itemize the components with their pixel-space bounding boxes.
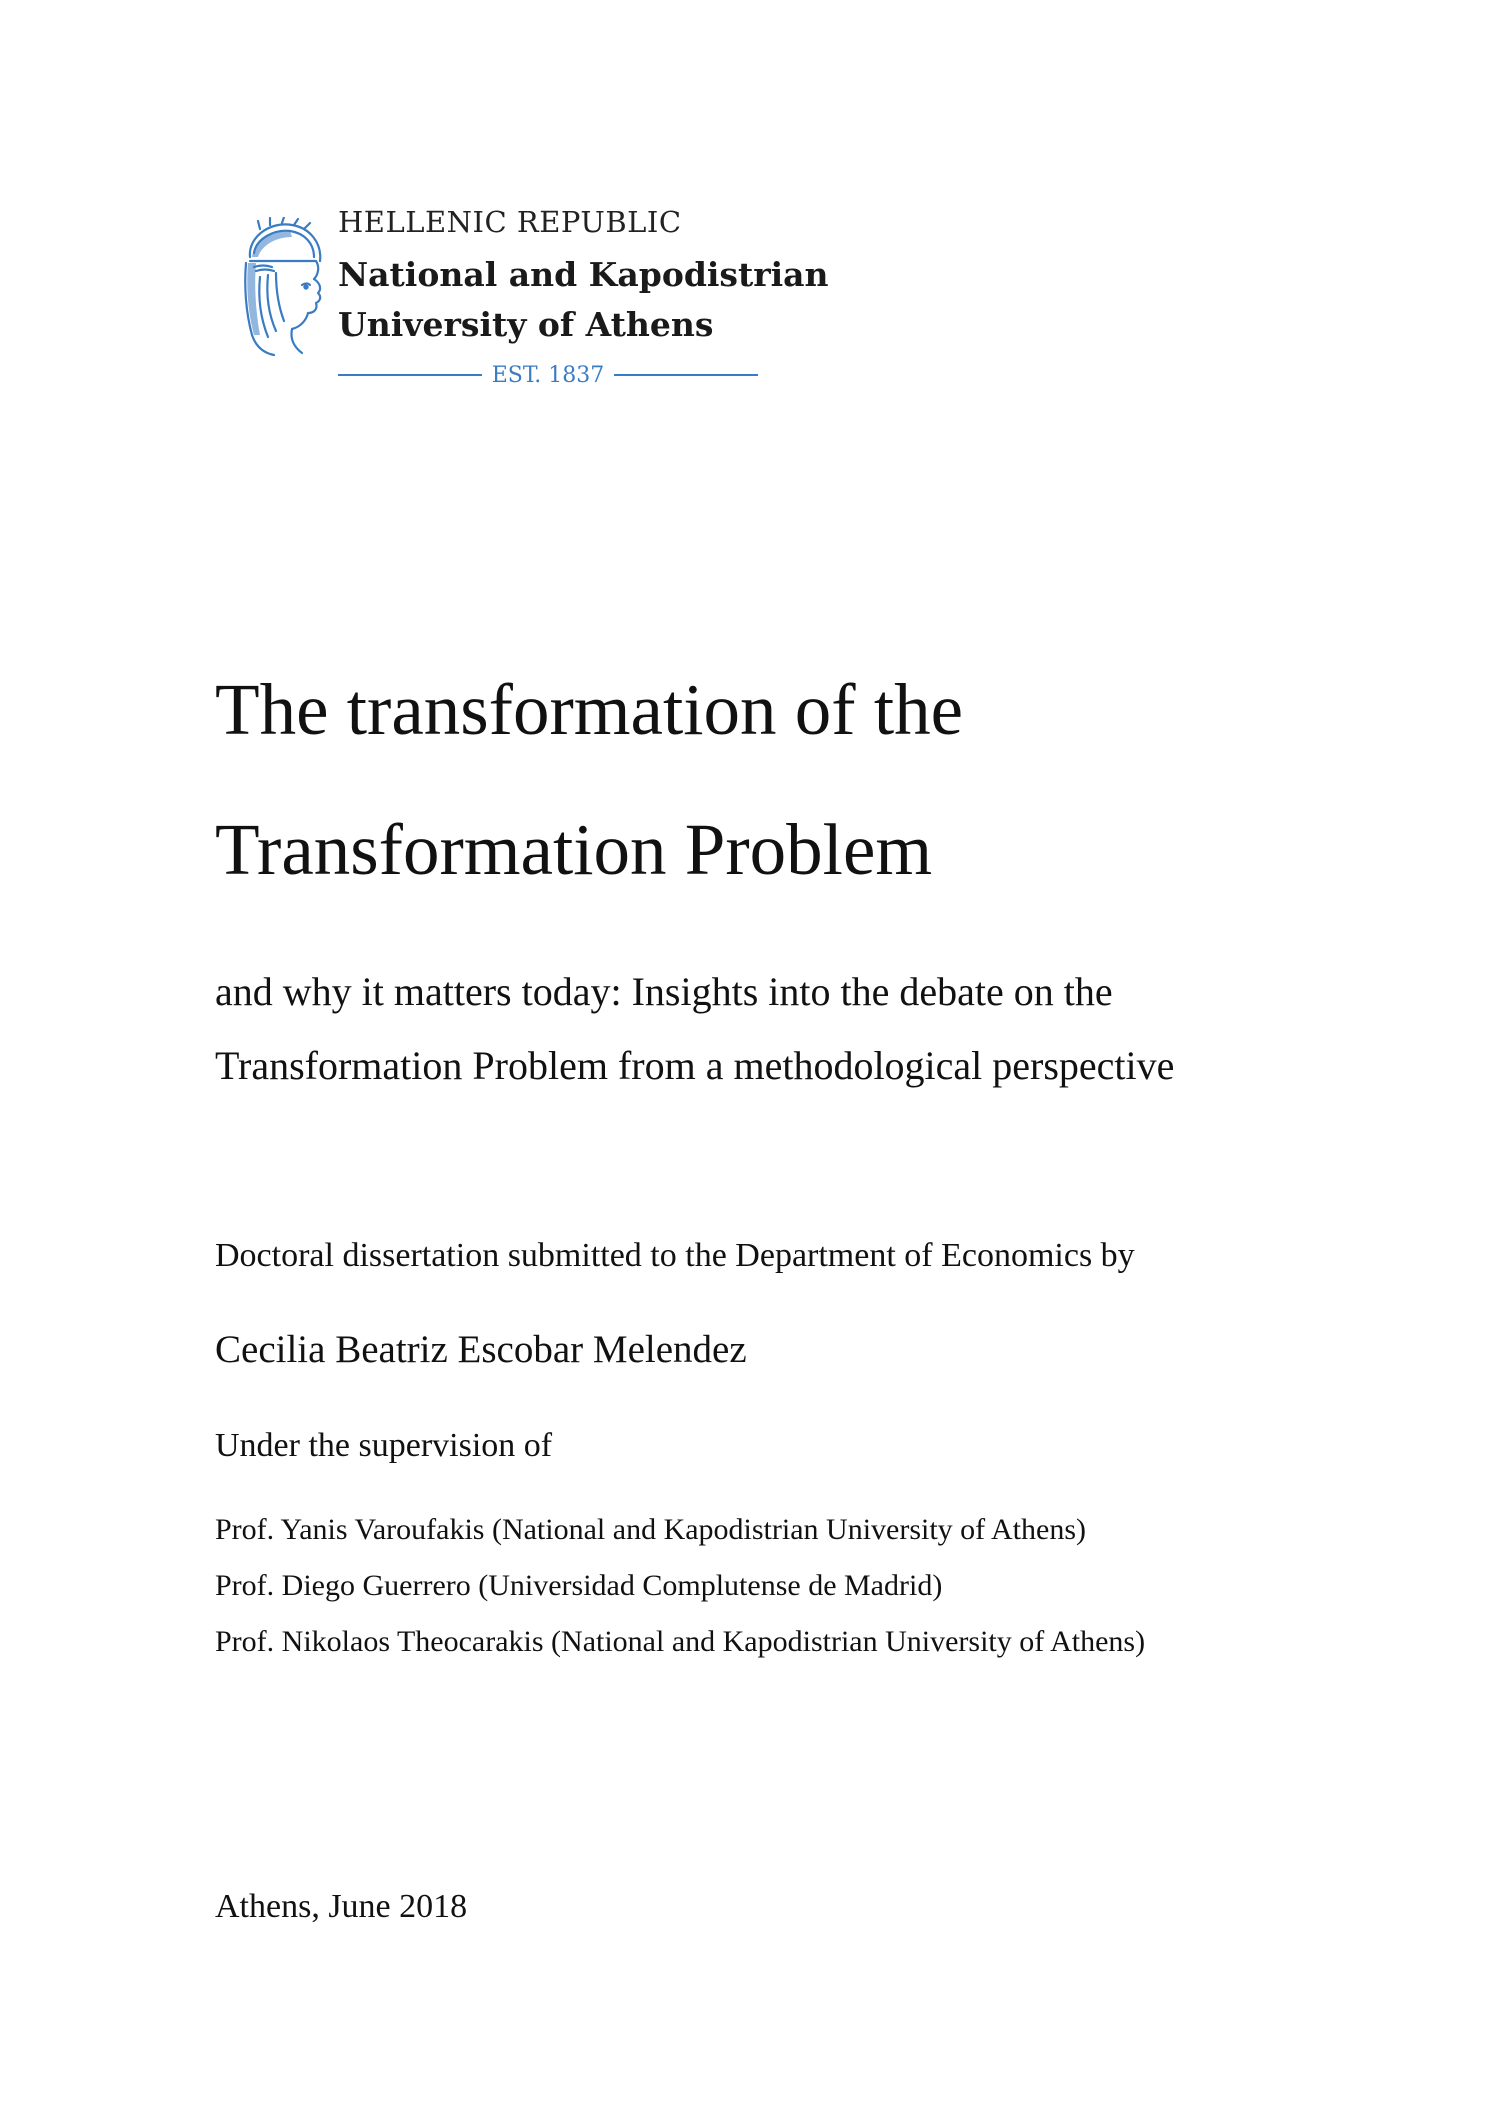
athena-head-emblem-icon [230,217,326,357]
title-line-1: The transformation of the [215,669,964,750]
dissertation-subtitle [215,955,1174,1103]
supervision-label: Under the supervision of [215,1427,553,1464]
supervisor-item: Prof. Diego Guerrero (Universidad Complutense de Madrid) [215,1569,943,1602]
logo-republic-label: HELLENIC REPUBLIC [338,205,682,239]
supervisor-item: Prof. Nikolaos Theocarakis (National and Kapodistrian University of Athens) [215,1625,1146,1658]
subtitle-line-2: Transformation Problem from a methodological perspective [215,1043,1175,1088]
logo-university-name-line2: University of Athens [338,305,714,344]
logo-est-label: EST. 1837 [491,362,605,388]
logo-rule-right [614,374,758,376]
logo-rule-left [338,374,482,376]
logo-university-name-line1: National and Kapodistrian [338,255,829,294]
dissertation-title [215,640,963,920]
supervisor-item: Prof. Yanis Varoufakis (National and Kapodistrian University of Athens) [215,1513,1086,1546]
title-line-2: Transformation Problem [215,809,933,890]
author-name: Cecilia Beatriz Escobar Melendez [215,1328,747,1371]
university-logo [230,205,910,395]
logo-established [338,357,758,393]
submission-statement: Doctoral dissertation submitted to the Department of Economics by [215,1237,1135,1274]
supervisor-list [215,1502,1145,1670]
subtitle-line-1: and why it matters today: Insights into the debate on the [215,969,1113,1014]
place-and-date: Athens, June 2018 [215,1888,468,1925]
